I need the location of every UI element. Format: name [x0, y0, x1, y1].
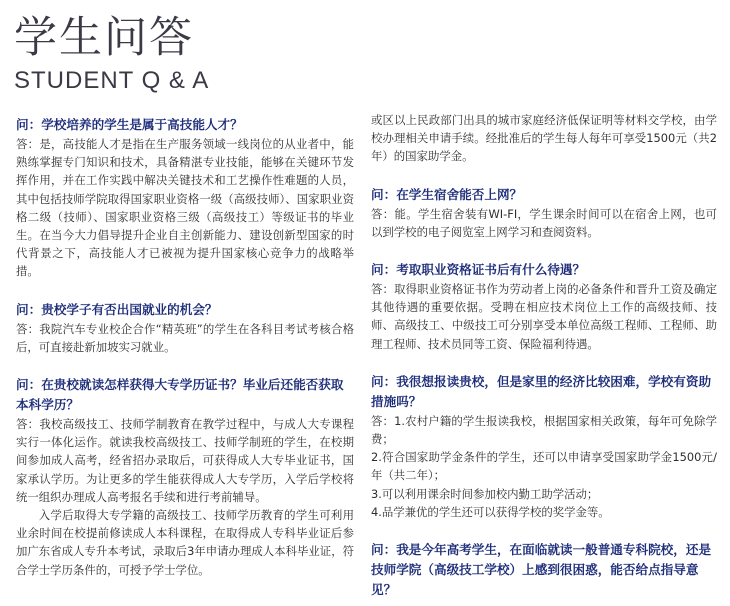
page-title: 学生问答: [14, 13, 194, 63]
answer: 答：能。学生宿舍装有WI-FI，学生课余时间可以在宿舍上网，也可以到学校的电子阅览室上网学习和查阅资料。: [371, 206, 717, 239]
qa-item: [16, 300, 354, 356]
qa-item: [371, 185, 717, 241]
question: 问：我很想报读贵校，但是家里的经济比较困难，学校有资助措施吗？: [371, 373, 712, 409]
question: 问：贵校学子有否出国就业的机会？: [16, 301, 218, 317]
answer: 或区以上民政部门出具的城市家庭经济低保证明等材料交学校，由学校办理相关申请手续。经批准后的学生每人每年可享受1500元（共2年）的国家助学金。: [371, 113, 717, 164]
page-subtitle: STUDENT Q & A: [14, 67, 210, 94]
answer: 答：是，高技能人才是指在生产服务领域一线岗位的从业者中，能熟练掌握专门知识和技术，具备精湛专业技能，能够在关键环节发挥作用，并在工作实践中解决关键技术和工艺操作性难题的人员，其中包括技师学院取得国家职业资格一级（高级技师）、国家职业资格二级（技师）、国家职业资格三级（高级技工）等级证书的毕业生。在当今大力倡导提升企业自主创新能力、建设创新型国家的时代背景之下，高技能人才已被视为提升国家核心竞争力的战略举措。: [16, 137, 354, 279]
question: 问：在学生宿舍能否上网？: [371, 186, 523, 202]
answer: 答：我院汽车专业校企合作“精英班”的学生在各科目考试考核合格后，可直接赴新加坡实习就业。: [16, 321, 354, 354]
answer-line: 3.可以利用课余时间参加校内勤工助学活动；: [371, 486, 599, 501]
question: 问：考取职业资格证书后有什么待遇？: [371, 262, 586, 278]
answer-paragraph: 入学后取得大专学籍的高级技工、技师学历教育的学生可利用业余时间在校提前修读成人本科课程，在取得成人专科毕业证后参加广东省成人专升本考试，录取后3年申请办理成人本科毕业证，符合学士学历条件的，可授予学士学位。: [16, 508, 354, 577]
qa-item: [371, 372, 717, 521]
answer-line: 答：1.农村户籍的学生报读我校，根据国家相关政策，每年可免除学费；: [371, 413, 717, 447]
answer: 答：我校高级技工、技师学制教育在教学过程中，与成人大专课程实行一体化运作。就读我校高级技工、技师学制班的学生，在校期间参加成人高考，经省招办录取后，可获得成人大专毕业证书，国家承认学历。为让更多的学生能获得成人大专学历，入学后学校将统一组织办理成人高考报名手续和进行考前辅导。: [16, 417, 354, 504]
question: 问：学校培养的学生是属于高技能人才？: [16, 117, 243, 132]
qa-item: [16, 375, 354, 579]
qa-item: [371, 260, 717, 353]
answer-line: 2.符合国家助学金条件的学生，还可以申请享受国家助学金1500元/年（共二年）；: [371, 450, 717, 483]
question: 问：我是今年高考学生，在面临就读一般普通专科院校，还是技师学院（高级技工学校）上感到很困惑，能否给点指导意见？: [371, 542, 712, 598]
qa-item: [16, 115, 354, 281]
left-column: [16, 115, 354, 579]
answer-line: 4.品学兼优的学生还可以获得学校的奖学金等。: [371, 504, 610, 519]
question: 问：在贵校就读怎样获得大专学历证书？毕业后还能否获取本科学历？: [16, 377, 344, 413]
page-header: [14, 12, 209, 96]
qa-item: [371, 540, 717, 600]
answer: 答：取得职业资格证书作为劳动者上岗的必备条件和晋升工资及确定其他待遇的重要依据。受聘在相应技术岗位上工作的高级技师、技师、高级技工、中级技工可分别享受本单位高级工程师、工程师、助理工程师、技术员同等工资、保险福利待遇。: [371, 282, 717, 351]
right-column: [371, 111, 717, 600]
qa-item-continued: [371, 111, 717, 166]
